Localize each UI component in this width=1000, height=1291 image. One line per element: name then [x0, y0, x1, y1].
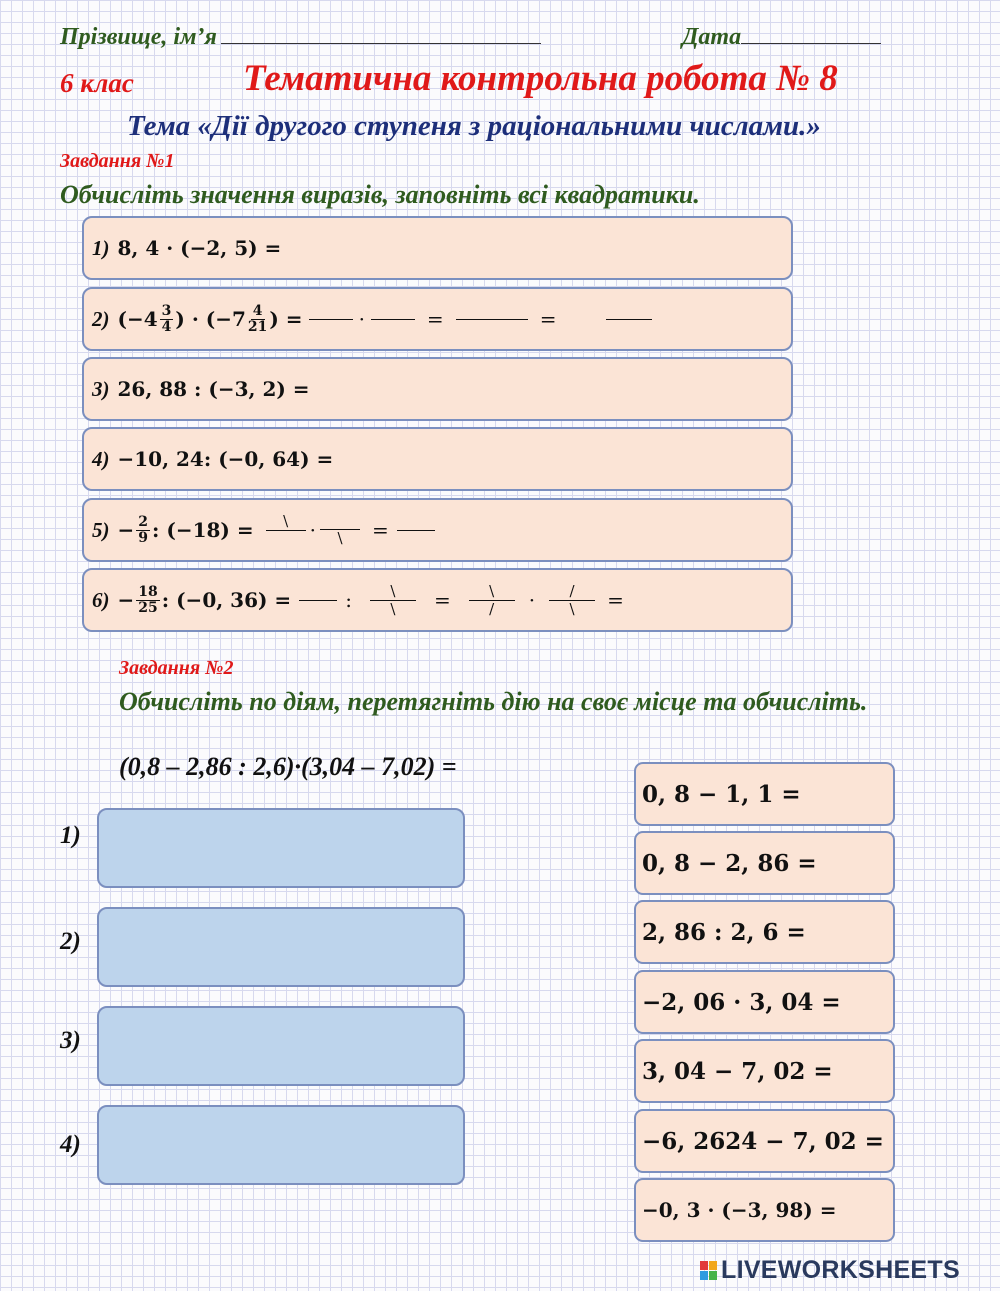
task1-item-6	[82, 568, 793, 632]
task1-label: Завдання №1	[60, 150, 175, 172]
grade-label: 6 клас	[60, 68, 134, 98]
item-number: 3)	[92, 376, 110, 401]
drop-slot-1[interactable]	[97, 808, 465, 888]
equals-sign: =	[426, 307, 444, 331]
task1-item-4	[82, 427, 793, 491]
item-expression: −	[117, 518, 135, 542]
fraction: $\frac{4}{21}$	[247, 302, 268, 335]
draggable-card-1[interactable]: 0, 8 − 1, 1 =	[634, 762, 895, 826]
item-expression: ) =	[269, 307, 303, 331]
equals-sign: =	[433, 588, 451, 612]
answer-blank[interactable]	[309, 319, 353, 320]
item-expression: 26, 88 : (−3, 2) =	[117, 377, 310, 401]
item-expression: ) · (−7	[175, 307, 246, 331]
answer-blank[interactable]	[456, 319, 528, 320]
item-expression: (−4	[117, 307, 158, 331]
answer-fraction[interactable]: \ \	[370, 583, 416, 617]
slot-number: 2)	[60, 928, 81, 955]
date-blank[interactable]	[741, 43, 881, 44]
task1-item-5	[82, 498, 793, 562]
task2-label: Завдання №2	[119, 657, 234, 679]
item-number: 2)	[92, 306, 110, 331]
drop-slot-3[interactable]	[97, 1006, 465, 1086]
slot-number: 4)	[60, 1131, 81, 1158]
draggable-card-2[interactable]: 0, 8 − 2, 86 =	[634, 831, 895, 895]
draggable-card-6[interactable]: −6, 2624 − 7, 02 =	[634, 1109, 895, 1173]
answer-blank[interactable]	[606, 319, 652, 320]
draggable-card-3[interactable]: 2, 86 : 2, 6 =	[634, 900, 895, 964]
equals-sign: =	[607, 588, 624, 612]
item-expression: −	[117, 588, 135, 612]
colon-sign: :	[345, 588, 352, 612]
dot-sign: ·	[528, 588, 536, 612]
item-expression: 8, 4 · (−2, 5) =	[117, 236, 282, 260]
answer-fraction[interactable]: / \	[549, 583, 595, 617]
equals-sign: =	[371, 518, 389, 542]
brand-icon	[700, 1261, 717, 1280]
fraction: $\frac{3}{4}$	[161, 302, 172, 335]
page-title: Тематична контрольна робота № 8	[243, 58, 838, 99]
item-expression: −10, 24: (−0, 64) =	[117, 447, 334, 471]
answer-fraction[interactable]: \	[320, 513, 360, 547]
draggable-card-4[interactable]: −2, 06 · 3, 04 =	[634, 970, 895, 1034]
slot-number: 1)	[60, 822, 81, 849]
drop-slot-2[interactable]	[97, 907, 465, 987]
task1-instruction: Обчисліть значення виразів, заповніть всі квадратики.	[60, 180, 700, 209]
dot-sign: ·	[309, 518, 316, 542]
task1-item-1	[82, 216, 793, 280]
date-label: Дата	[682, 24, 881, 51]
name-label: Прізвище, ім’я	[60, 24, 541, 51]
item-expression: : (−18) =	[152, 518, 254, 542]
answer-blank[interactable]	[371, 319, 415, 320]
answer-blank[interactable]	[299, 600, 337, 601]
drop-slot-4[interactable]	[97, 1105, 465, 1185]
fraction: $\frac{2}{9}$	[138, 513, 149, 546]
name-blank[interactable]	[221, 43, 541, 44]
draggable-card-5[interactable]: 3, 04 − 7, 02 =	[634, 1039, 895, 1103]
answer-fraction[interactable]: \	[266, 513, 306, 547]
task1-item-3	[82, 357, 793, 421]
answer-blank[interactable]	[397, 530, 435, 531]
item-number: 4)	[92, 446, 110, 471]
task2-expression: (0,8 – 2,86 : 2,6)·(3,04 – 7,02) =	[119, 752, 457, 781]
answer-fraction[interactable]: \ /	[469, 583, 515, 617]
task1-item-2	[82, 287, 793, 351]
brand-logo	[700, 1256, 960, 1285]
task2-instruction: Обчисліть по діям, перетягніть дію на своє місце та обчисліть.	[119, 687, 868, 716]
topic-title: Тема «Дії другого ступеня з раціональними числами.»	[127, 110, 821, 142]
brand-name: LIVEWORKSHEETS	[721, 1256, 960, 1284]
item-number: 5)	[92, 517, 110, 542]
item-number: 6)	[92, 587, 110, 612]
dot-sign: ·	[358, 307, 365, 331]
slot-number: 3)	[60, 1027, 81, 1054]
equals-sign: =	[539, 307, 557, 331]
item-expression: : (−0, 36) =	[161, 588, 292, 612]
fraction: $\frac{18}{25}$	[138, 583, 158, 616]
item-number: 1)	[92, 235, 110, 260]
draggable-card-7[interactable]: −0, 3 · (−3, 98) =	[634, 1178, 895, 1242]
